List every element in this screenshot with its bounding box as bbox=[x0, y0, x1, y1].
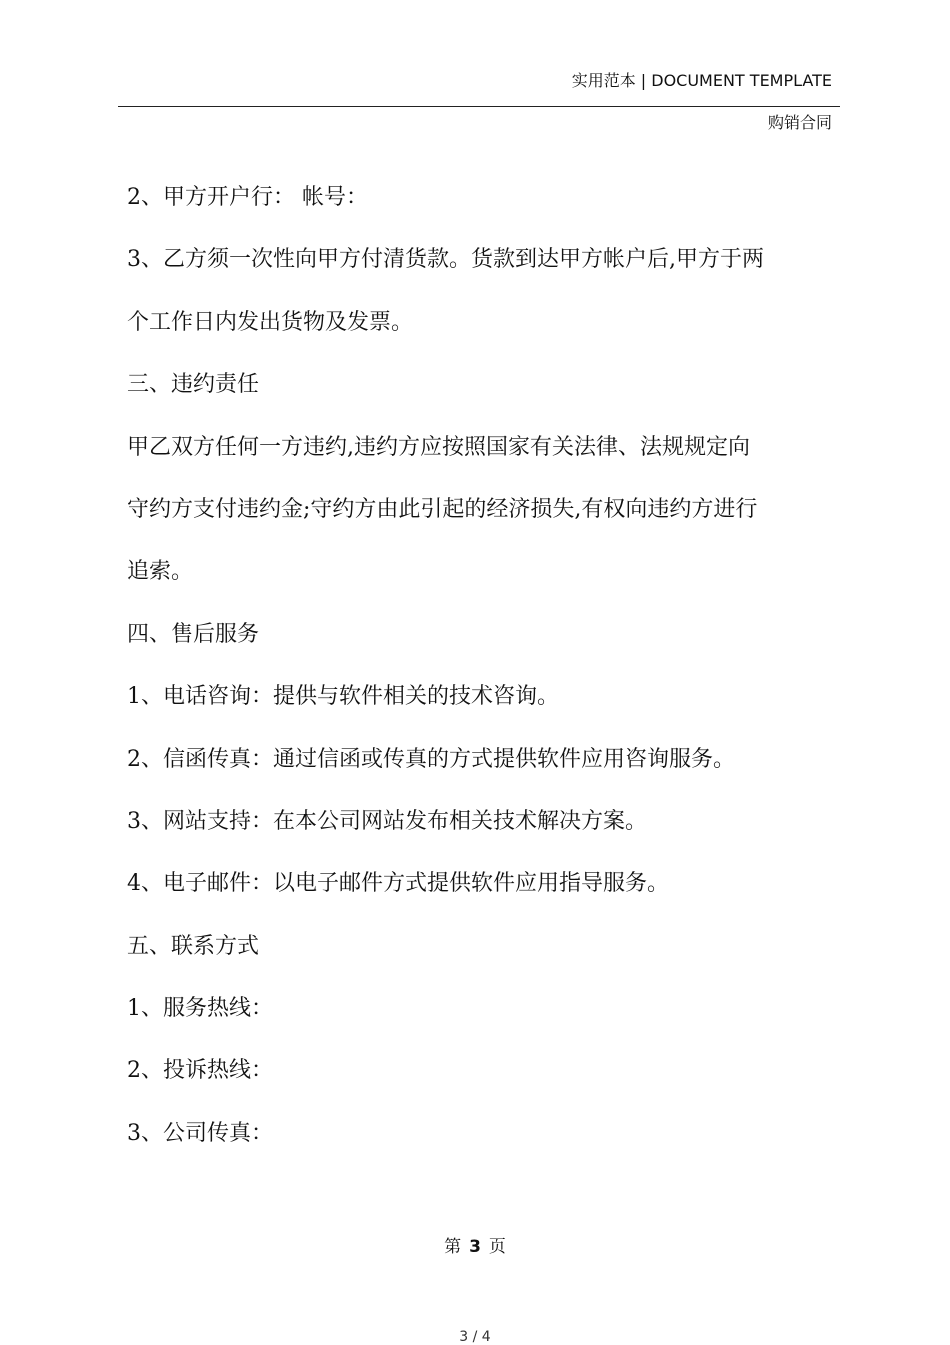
document-body bbox=[127, 174, 847, 1172]
body-line: 1、服务热线： bbox=[127, 996, 273, 1022]
document-header-title: 实用范本 | DOCUMENT TEMPLATE bbox=[571, 71, 832, 90]
body-line: 2、投诉热线： bbox=[127, 1058, 273, 1084]
body-line: 3、乙方须一次性向甲方付清货款。货款到达甲方帐户后,甲方于两 bbox=[127, 247, 764, 273]
section-heading: 三、违约责任 bbox=[127, 372, 260, 398]
body-line: 2、甲方开户行： 帐号： bbox=[127, 185, 368, 210]
page-number-footer bbox=[0, 1232, 950, 1257]
section-heading: 四、售后服务 bbox=[127, 621, 260, 647]
body-line: 甲乙双方任何一方违约,违约方应按照国家有关法律、法规规定向 bbox=[127, 434, 750, 460]
body-line: 2、信函传真：通过信函或传真的方式提供软件应用咨询服务。 bbox=[127, 746, 735, 772]
body-line: 个工作日内发出货物及发票。 bbox=[127, 309, 414, 335]
body-line: 1、电话咨询：提供与软件相关的技术咨询。 bbox=[127, 684, 559, 710]
header-divider bbox=[118, 106, 840, 107]
page-prefix: 第 bbox=[444, 1237, 462, 1257]
body-line: 追索。 bbox=[127, 559, 194, 585]
section-heading: 五、联系方式 bbox=[127, 933, 260, 959]
page-suffix: 页 bbox=[488, 1237, 506, 1257]
body-line: 3、公司传真： bbox=[127, 1120, 273, 1146]
document-header-subtitle: 购销合同 bbox=[767, 113, 832, 132]
page-number: 3 bbox=[469, 1237, 481, 1257]
body-line: 守约方支付违约金;守约方由此引起的经济损失,有权向违约方进行 bbox=[127, 496, 758, 522]
body-line: 4、电子邮件：以电子邮件方式提供软件应用指导服务。 bbox=[127, 871, 669, 897]
body-line: 3、网站支持：在本公司网站发布相关技术解决方案。 bbox=[127, 808, 647, 834]
page-counter: 3 / 4 bbox=[459, 1329, 491, 1345]
